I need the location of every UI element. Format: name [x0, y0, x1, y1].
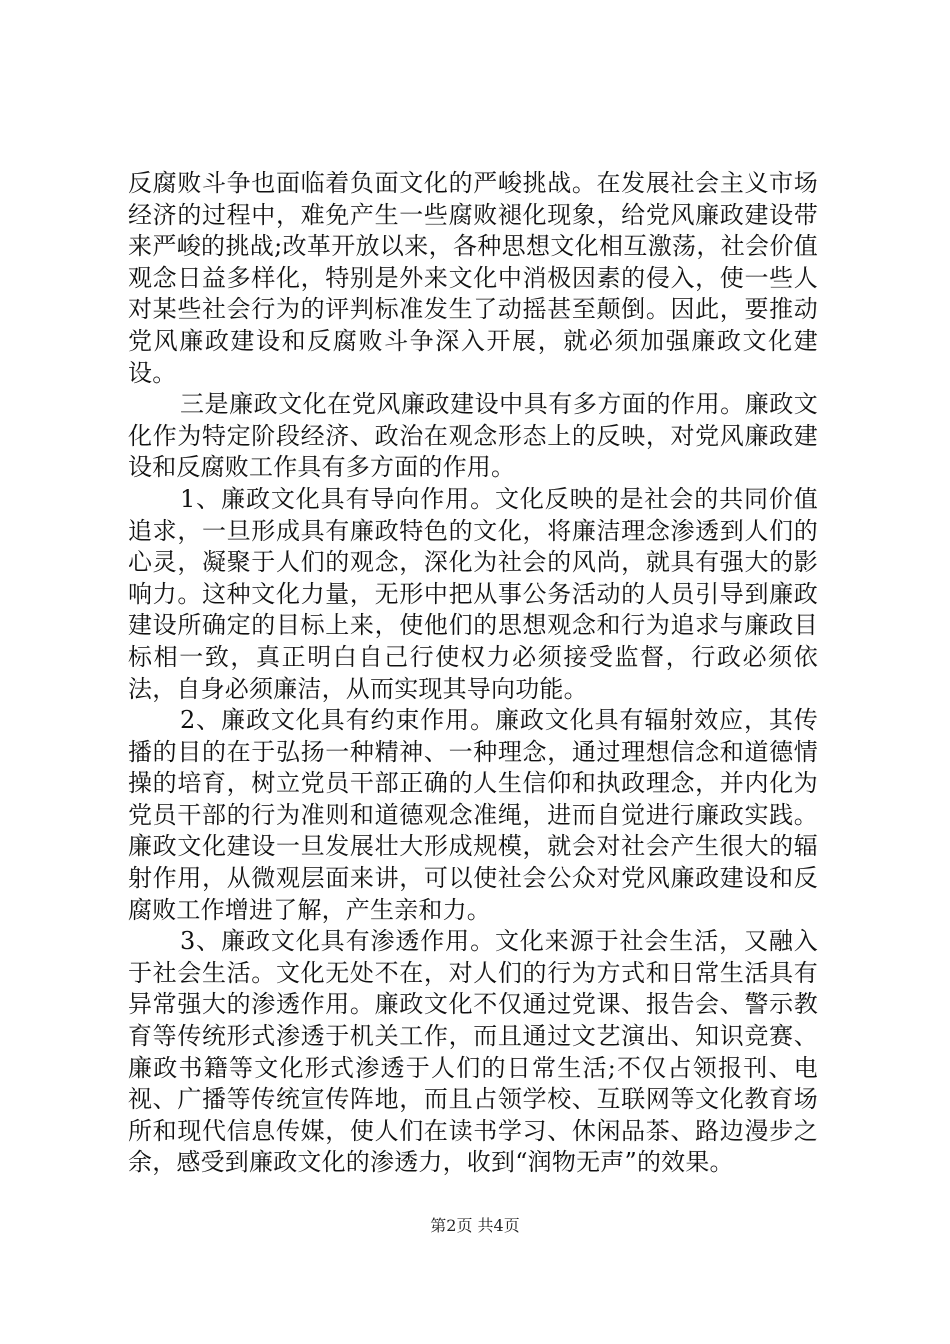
document-body — [128, 168, 818, 1179]
paragraph-1: 反腐败斗争也面临着负面文化的严峻挑战。在发展社会主义市场经济的过程中，难免产生一些腐败褪化现象，给党风廉政建设带来严峻的挑战;改革开放以来，各种思想文化相互激荡，社会价值观念日益多样化，特别是外来文化中消极因素的侵入，使一些人对某些社会行为的评判标准发生了动摇甚至颠倒。因此，要推动党风廉政建设和反腐败斗争深入开展，就必须加强廉政文化建设。 — [128, 169, 818, 387]
paragraph-4: 2、廉政文化具有约束作用。廉政文化具有辐射效应，其传播的目的在于弘扬一种精神、一种理念，通过理想信念和道德情操的培育，树立党员干部正确的人生信仰和执政理念，并内化为党员干部的行为准则和道德观念准绳，进而自觉进行廉政实践。廉政文化建设一旦发展壮大形成规模，就会对社会产生很大的辐射作用，从微观层面来讲，可以使社会公众对党风廉政建设和反腐败工作增进了解，产生亲和力。 — [128, 706, 818, 924]
paragraph-3: 1、廉政文化具有导向作用。文化反映的是社会的共同价值追求，一旦形成具有廉政特色的文化，将廉洁理念渗透到人们的心灵，凝聚于人们的观念，深化为社会的风尚，就具有强大的影响力。这种文化力量，无形中把从事公务活动的人员引导到廉政建设所确定的目标上来，使他们的思想观念和行为追求与廉政目标相一致，真正明白自己行使权力必须接受监督，行政必须依法，自身必须廉洁，从而实现其导向功能。 — [128, 484, 818, 703]
paragraph-2: 三是廉政文化在党风廉政建设中具有多方面的作用。廉政文化作为特定阶段经济、政治在观念形态上的反映，对党风廉政建设和反腐败工作具有多方面的作用。 — [128, 390, 818, 482]
page-number-footer: 第2页 共4页 — [430, 1216, 520, 1235]
paragraph-5: 3、廉政文化具有渗透作用。文化来源于社会生活，又融入于社会生活。文化无处不在，对人们的行为方式和日常生活具有异常强大的渗透作用。廉政文化不仅通过党课、报告会、警示教育等传统形式渗透于机关工作，而且通过文艺演出、知识竞赛、廉政书籍等文化形式渗透于人们的日常生活;不仅占领报刊、电视、广播等传统宣传阵地，而且占领学校、互联网等文化教育场所和现代信息传媒，使人们在读书学习、休闲品茶、路边漫步之余，感受到廉政文化的渗透力，收到“润物无声”的效果。 — [128, 927, 818, 1177]
